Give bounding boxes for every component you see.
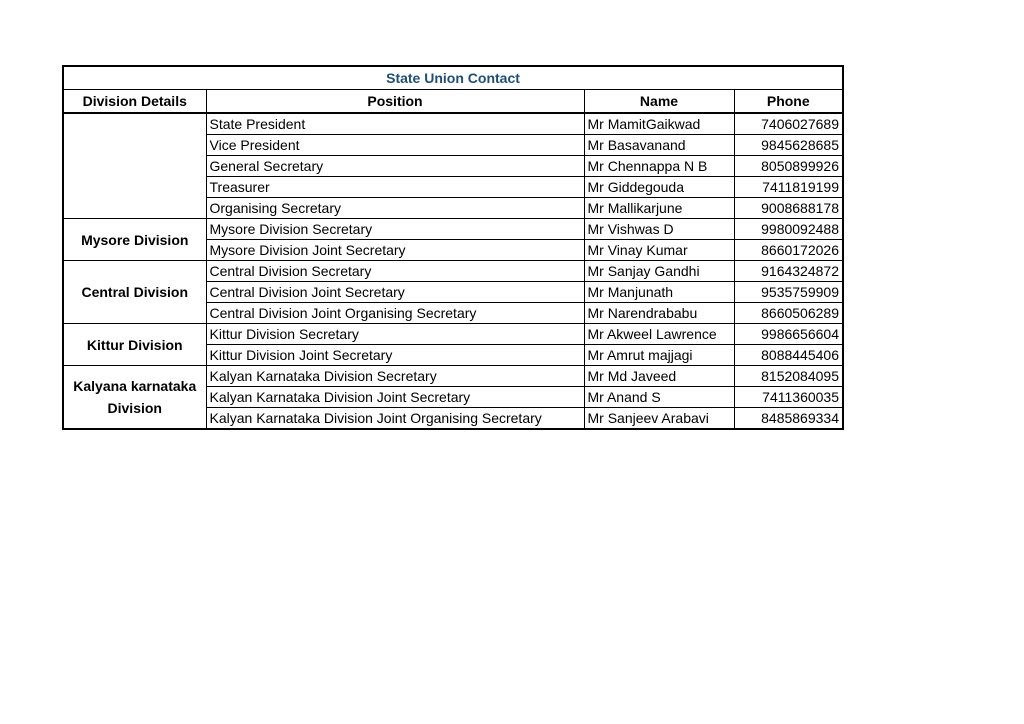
table-title: State Union Contact [63, 66, 843, 90]
phone-cell: 7406027689 [734, 113, 843, 135]
phone-cell: 9845628685 [734, 135, 843, 156]
name-cell: Mr Sanjay Gandhi [584, 261, 734, 282]
position-cell: Mysore Division Secretary [206, 219, 584, 240]
name-cell: Mr Sanjeev Arabavi [584, 408, 734, 430]
division-cell: Kalyana karnataka Division [63, 366, 206, 430]
position-cell: Kalyan Karnataka Division Joint Secretary [206, 387, 584, 408]
name-cell: Mr MamitGaikwad [584, 113, 734, 135]
table-row [63, 113, 843, 135]
division-cell: Kittur Division [63, 324, 206, 366]
name-cell: Mr Akweel Lawrence [584, 324, 734, 345]
phone-cell: 8088445406 [734, 345, 843, 366]
name-cell: Mr Vinay Kumar [584, 240, 734, 261]
name-cell: Mr Basavanand [584, 135, 734, 156]
position-cell: Kittur Division Joint Secretary [206, 345, 584, 366]
position-cell: General Secretary [206, 156, 584, 177]
position-cell: Kittur Division Secretary [206, 324, 584, 345]
position-cell: Central Division Secretary [206, 261, 584, 282]
phone-cell: 9164324872 [734, 261, 843, 282]
phone-cell: 8660172026 [734, 240, 843, 261]
name-cell: Mr Chennappa N B [584, 156, 734, 177]
division-cell: Central Division [63, 261, 206, 324]
name-cell: Mr Giddegouda [584, 177, 734, 198]
position-cell: Central Division Joint Secretary [206, 282, 584, 303]
position-cell: Kalyan Karnataka Division Joint Organising Secretary [206, 408, 584, 430]
header-division: Division Details [63, 90, 206, 114]
name-cell: Mr Vishwas D [584, 219, 734, 240]
position-cell: Kalyan Karnataka Division Secretary [206, 366, 584, 387]
name-cell: Mr Anand S [584, 387, 734, 408]
header-phone: Phone [734, 90, 843, 114]
name-cell: Mr Mallikarjune [584, 198, 734, 219]
division-cell [63, 113, 206, 219]
position-cell: Organising Secretary [206, 198, 584, 219]
name-cell: Mr Md Javeed [584, 366, 734, 387]
table-row [63, 261, 843, 282]
position-cell: Treasurer [206, 177, 584, 198]
table-row [63, 219, 843, 240]
state-union-contact-table [62, 65, 844, 430]
position-cell: Vice President [206, 135, 584, 156]
name-cell: Mr Amrut majjagi [584, 345, 734, 366]
phone-cell: 9986656604 [734, 324, 843, 345]
position-cell: Central Division Joint Organising Secretary [206, 303, 584, 324]
phone-cell: 8485869334 [734, 408, 843, 430]
phone-cell: 8660506289 [734, 303, 843, 324]
table-body [63, 113, 843, 429]
title-row [63, 66, 843, 90]
phone-cell: 9535759909 [734, 282, 843, 303]
phone-cell: 9008688178 [734, 198, 843, 219]
division-cell: Mysore Division [63, 219, 206, 261]
table-row [63, 366, 843, 387]
position-cell: Mysore Division Joint Secretary [206, 240, 584, 261]
header-row [63, 90, 843, 114]
name-cell: Mr Narendrababu [584, 303, 734, 324]
table-row [63, 324, 843, 345]
phone-cell: 9980092488 [734, 219, 843, 240]
position-cell: State President [206, 113, 584, 135]
phone-cell: 8152084095 [734, 366, 843, 387]
header-position: Position [206, 90, 584, 114]
header-name: Name [584, 90, 734, 114]
name-cell: Mr Manjunath [584, 282, 734, 303]
phone-cell: 7411360035 [734, 387, 843, 408]
phone-cell: 8050899926 [734, 156, 843, 177]
phone-cell: 7411819199 [734, 177, 843, 198]
